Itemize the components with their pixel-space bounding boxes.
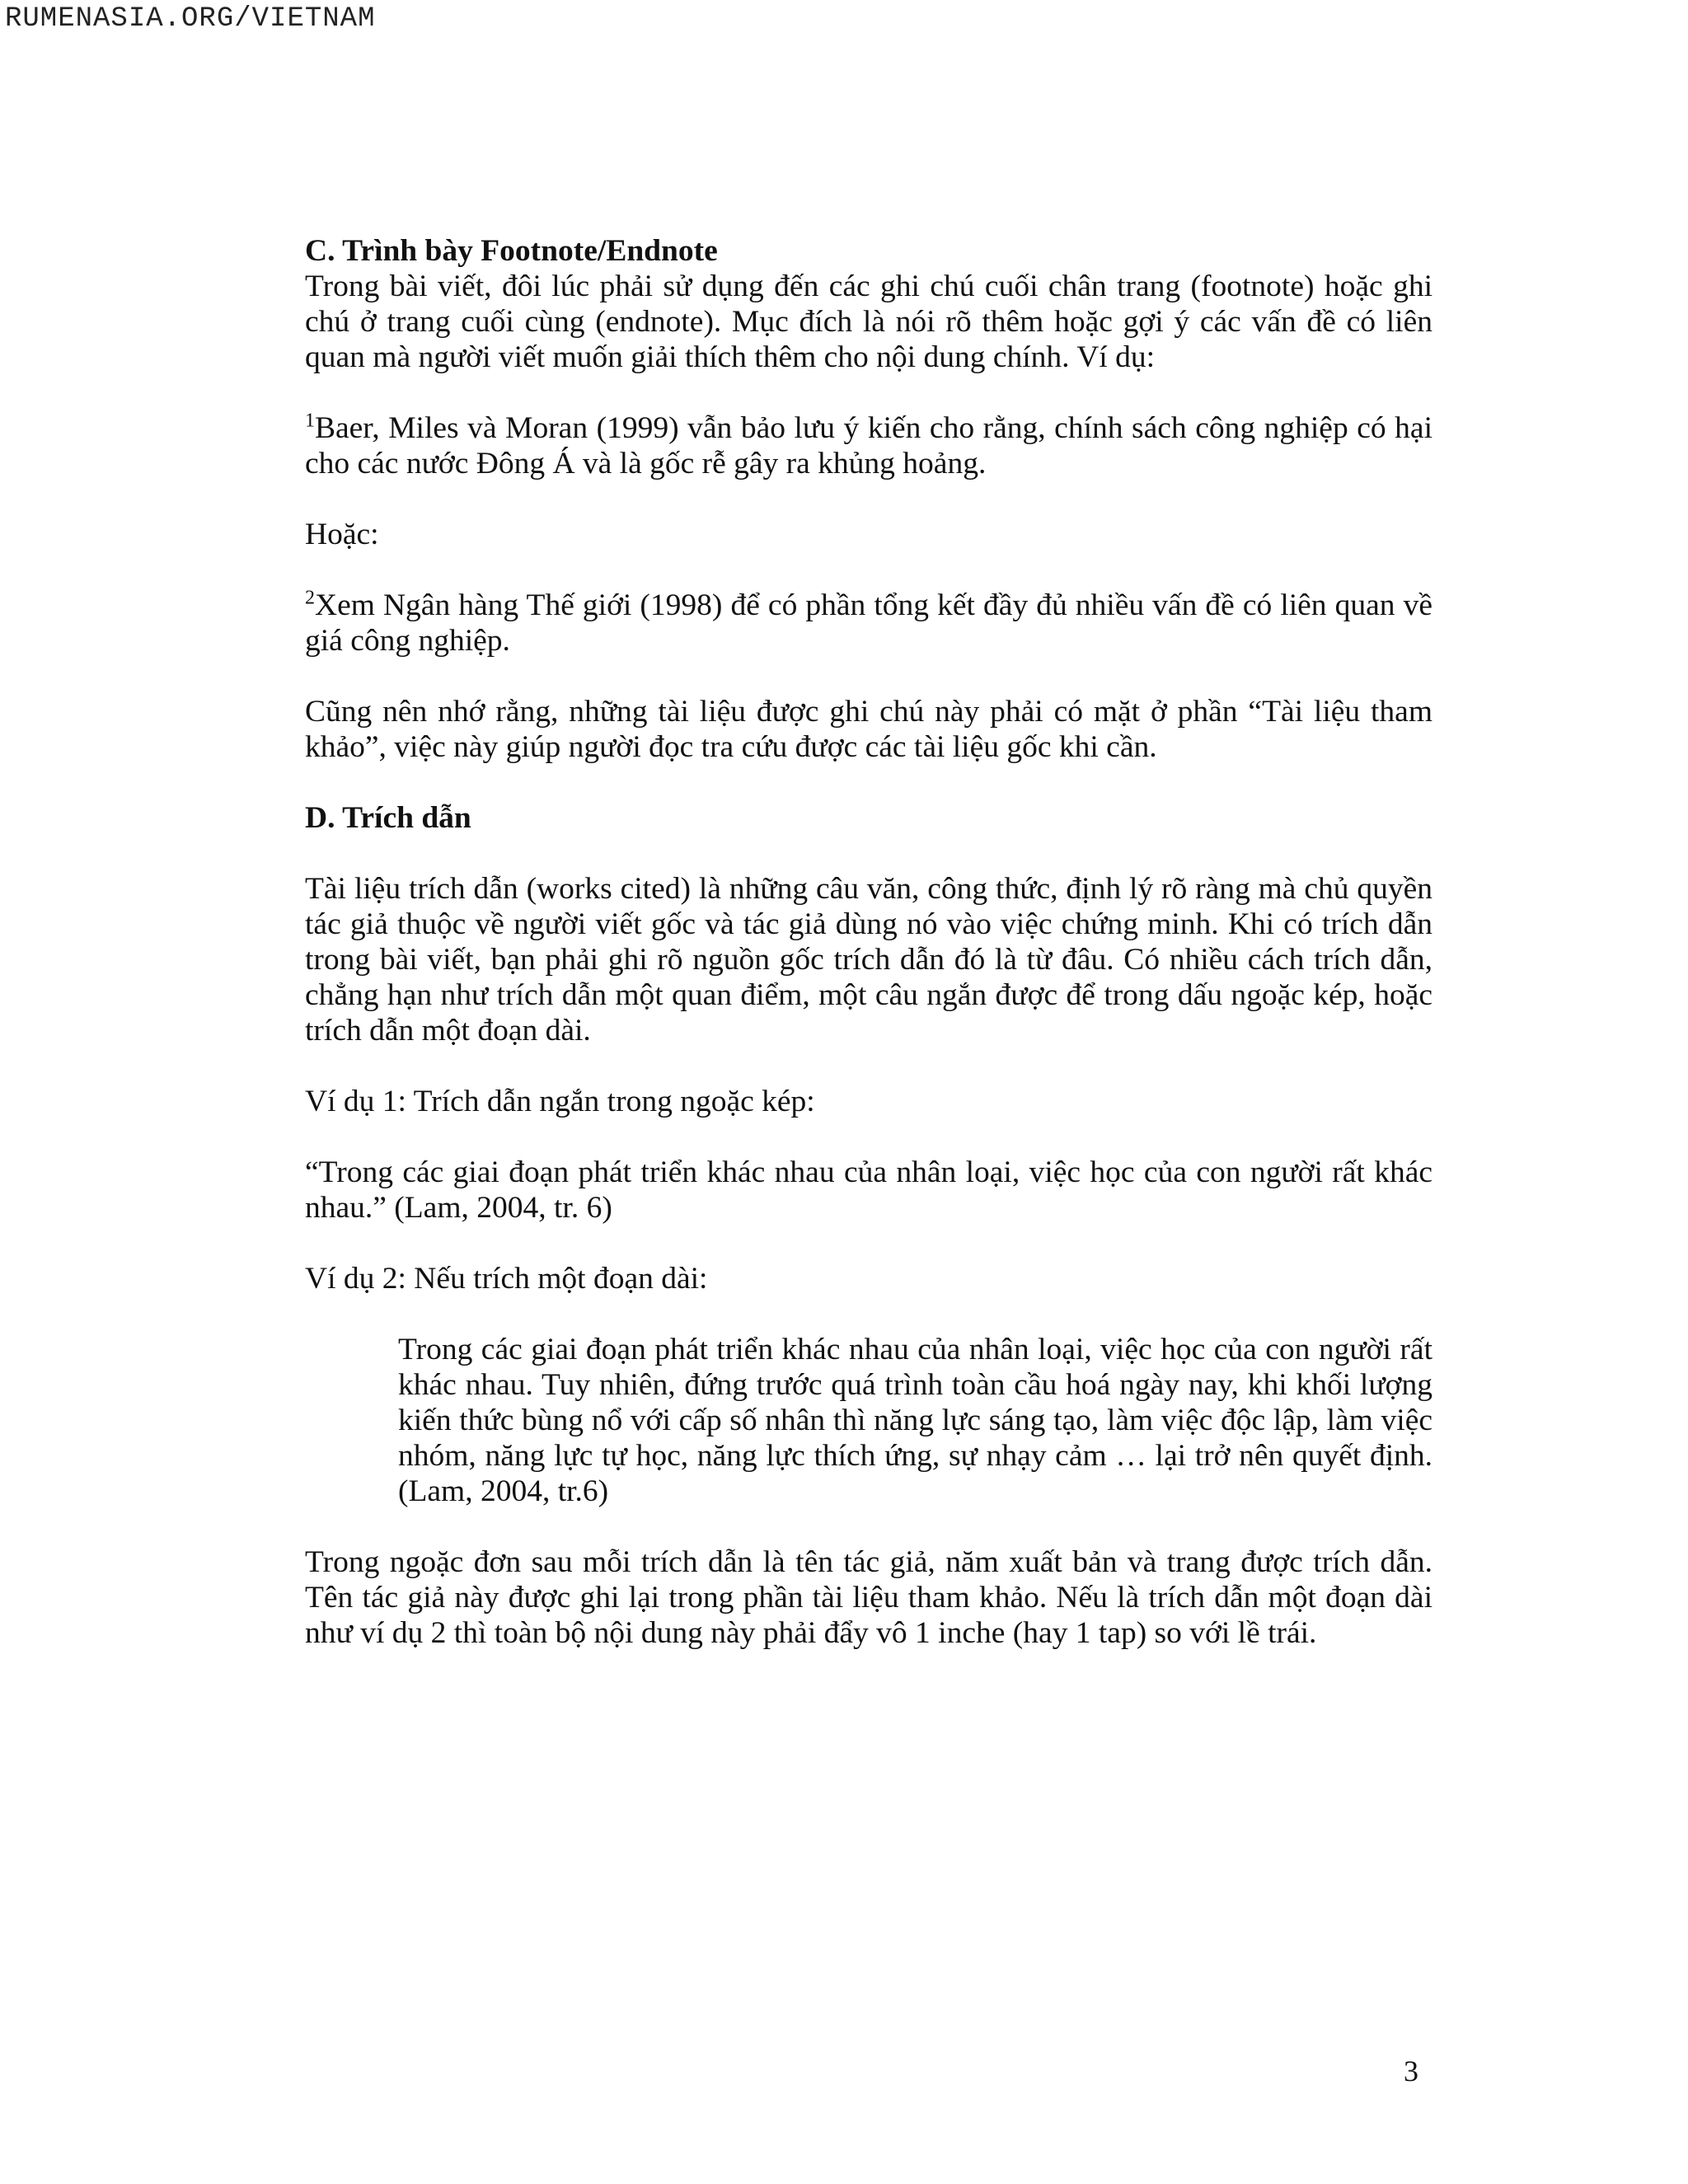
footnote-marker-1: 1 xyxy=(305,410,315,432)
footnote-marker-2: 2 xyxy=(305,587,315,609)
footnote-text-2: Xem Ngân hàng Thế giới (1998) để có phần tổng kết đầy đủ nhiều vấn đề có liên quan về giá công nghiệp. xyxy=(305,588,1432,658)
page-number: 3 xyxy=(1404,2055,1418,2088)
section-c-intro: Trong bài viết, đôi lúc phải sử dụng đến các ghi chú cuối chân trang (footnote) hoặc ghi chú ở trang cuối cùng (endnote). Mục đích là nói rõ thêm hoặc gợi ý các vấn đề có liên quan mà người viết muốn giải thích thêm cho nội dung chính. Ví dụ: xyxy=(305,269,1432,374)
section-d-heading: D. Trích dẫn xyxy=(305,801,471,835)
closing-paragraph: Trong ngoặc đơn sau mỗi trích dẫn là tên tác giả, năm xuất bản và trang được trích dẫn. Tên tác giả này được ghi lại trong phần tài liệu tham khảo. Nếu là trích dẫn một đoạn dài như ví dụ 2 thì toàn bộ nội dung này phải đẩy vô 1 inche (hay 1 tap) so với lề trái. xyxy=(305,1545,1432,1650)
example-2-label: Ví dụ 2: Nếu trích một đoạn dài: xyxy=(305,1262,708,1296)
reminder-paragraph: Cũng nên nhớ rằng, những tài liệu được ghi chú này phải có mặt ở phần “Tài liệu tham khảo”, việc này giúp người đọc tra cứu được các tài liệu gốc khi cần. xyxy=(305,695,1432,764)
footnote-example-1 xyxy=(305,410,1432,481)
footnote-example-2 xyxy=(305,588,1432,658)
or-label: Hoặc: xyxy=(305,518,379,551)
footnote-text-1: Baer, Miles và Moran (1999) vẫn bảo lưu ý kiến cho rằng, chính sách công nghiệp có hại cho các nước Đông Á và là gốc rễ gây ra khủng hoảng. xyxy=(305,411,1432,480)
example-1-label: Ví dụ 1: Trích dẫn ngắn trong ngoặc kép: xyxy=(305,1085,815,1118)
example-1-quote: “Trong các giai đoạn phát triển khác nhau của nhân loại, việc học của con người rất khác nhau.” (Lam, 2004, tr. 6) xyxy=(305,1155,1432,1225)
document-body xyxy=(305,233,1432,1651)
section-c-heading: C. Trình bày Footnote/Endnote xyxy=(305,234,718,268)
site-watermark: RUMENASIA.ORG/VIETNAM xyxy=(5,3,376,35)
example-2-block-quote: Trong các giai đoạn phát triển khác nhau của nhân loại, việc học của con người rất khác nhau. Tuy nhiên, đứng trước quá trình toàn cầu hoá ngày nay, khi khối lượng kiến thức bùng nổ với cấp số nhân thì năng lực sáng tạo, làm việc độc lập, làm việc nhóm, năng lực tự học, năng lực thích ứng, sự nhạy cảm … lại trở nên quyết định. (Lam, 2004, tr.6) xyxy=(398,1333,1432,1508)
section-d-intro: Tài liệu trích dẫn (works cited) là những câu văn, công thức, định lý rõ ràng mà chủ quyền tác giả thuộc về người viết gốc và tác giả dùng nó vào việc chứng minh. Khi có trích dẫn trong bài viết, bạn phải ghi rõ nguồn gốc trích dẫn đó là từ đâu. Có nhiều cách trích dẫn, chẳng hạn như trích dẫn một quan điểm, một câu ngắn được để trong dấu ngoặc kép, hoặc trích dẫn một đoạn dài. xyxy=(305,872,1432,1047)
